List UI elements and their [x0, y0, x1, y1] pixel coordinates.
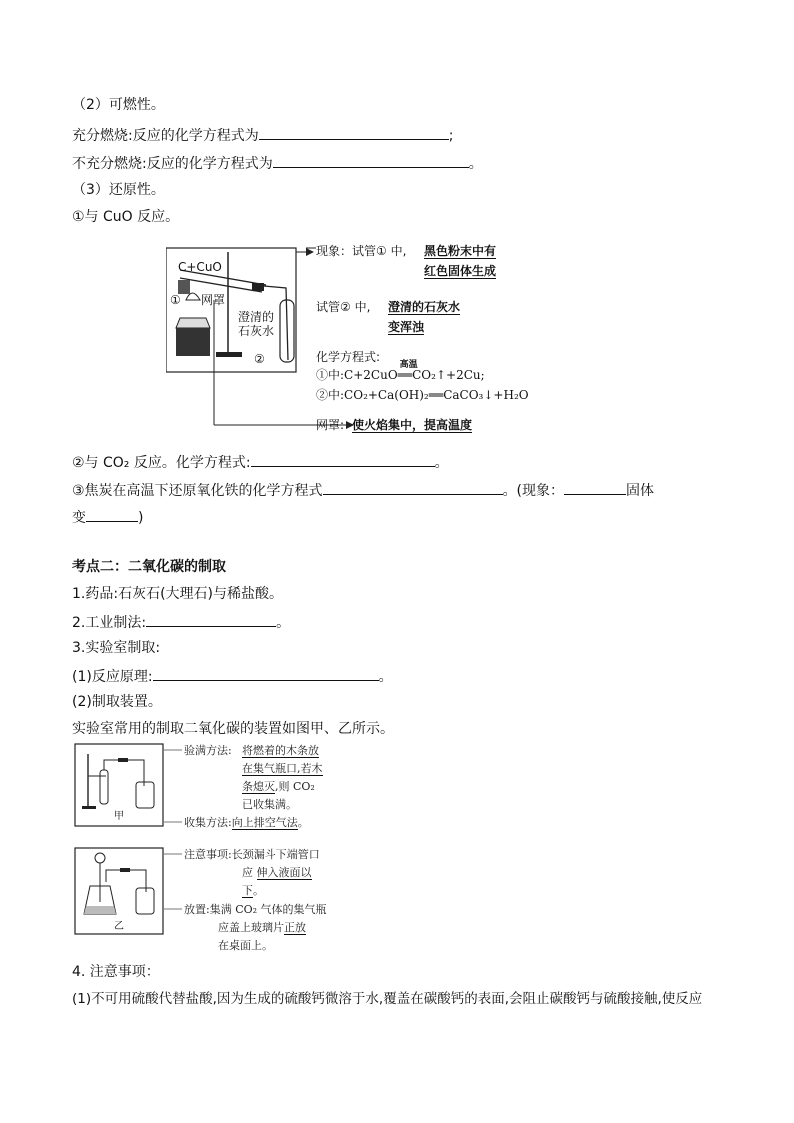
industrial-method-blank[interactable] [146, 611, 276, 627]
place-answer: 正放 [284, 921, 306, 934]
incomplete-combustion-line [72, 152, 483, 174]
complete-combustion-blank[interactable] [259, 124, 449, 140]
incomplete-combustion-label: 不充分燃烧:反应的化学方程式为 [72, 156, 273, 172]
place-line-2 [218, 921, 306, 934]
note-text-1: 长颈漏斗下端管口 [231, 848, 320, 861]
tube-2-answer-1: 澄清的石灰水 [388, 300, 461, 314]
tube-2-answer-2: 变浑浊 [388, 320, 425, 334]
label-c-cuo: C+CuO [178, 260, 222, 274]
reaction-principle-blank[interactable] [153, 665, 379, 681]
check-full-tail: ,则 CO₂ [275, 780, 315, 793]
coke-reduction-line [72, 479, 654, 501]
eq1-left: C+2CuO [344, 368, 398, 382]
note-line-2 [242, 866, 312, 879]
key-point-2-title: 考点二：二氧化碳的制取 [72, 559, 226, 575]
turn-blank[interactable] [86, 506, 138, 522]
eq2-left: CO₂+Ca(OH)₂ [344, 388, 429, 402]
label-net: 网罩 [201, 293, 226, 307]
complete-combustion-line [72, 124, 453, 146]
place-text-1: 集满 CO₂ 气体的集气瓶 [209, 903, 327, 916]
place-text-3: 在桌面上。 [218, 939, 273, 952]
label-tube-2: ② [254, 352, 265, 366]
item-3: 3.实验室制取: [72, 640, 161, 656]
item-2-line [72, 611, 290, 633]
net-label: 网罩: [316, 418, 345, 432]
eq1-prefix: ①中: [316, 368, 345, 382]
equation-title: 化学方程式: [316, 350, 381, 364]
turn-label: 变 [72, 510, 86, 526]
place-line-1 [184, 903, 327, 916]
co2-reaction-blank[interactable] [251, 451, 435, 467]
check-full-label: 验满方法: [184, 744, 232, 757]
co2-reaction-label: ②与 CO₂ 反应。化学方程式: [72, 455, 251, 471]
apparatus-yi-figure [74, 846, 364, 958]
item-3-1-line [72, 665, 393, 687]
equation-2: ②中:CO₂+Ca(OH)₂══CaCO₃↓+H₂O [316, 388, 529, 402]
label-yi: 乙 [114, 921, 124, 932]
turn-line [72, 506, 143, 528]
label-limewater-2: 石灰水 [238, 324, 275, 338]
coke-reduction-blank[interactable] [323, 479, 503, 495]
period-2: 。 [434, 455, 449, 471]
collect-method-answer: 向上排空气法 [231, 816, 298, 829]
semicolon: ; [448, 128, 454, 144]
item-3-2: (2)制取装置。 [72, 694, 162, 710]
item-1: 1.药品:石灰石(大理石)与稀盐酸。 [72, 586, 283, 602]
note-answer-3: 下 [242, 884, 253, 897]
check-full-answer-3-line [242, 780, 315, 793]
lab-intro: 实验室常用的制取二氧化碳的装置如图甲、乙所示。 [72, 721, 394, 737]
co2-reaction-line [72, 451, 449, 473]
label-tube-1: ① [170, 293, 181, 307]
close-paren: ) [138, 510, 144, 526]
label-jia: 甲 [114, 811, 124, 822]
apparatus-jia-figure [74, 742, 364, 834]
tube-2-label: 试管② 中, [316, 300, 371, 314]
note-answer-2: 伸入液面以 [256, 866, 312, 879]
note-end: 。 [253, 884, 264, 897]
incomplete-combustion-blank[interactable] [273, 152, 469, 168]
check-full-answer-3: 条熄灭 [242, 780, 275, 793]
item-4-1: (1)不可用硫酸代替盐酸,因为生成的硫酸钙微溶于水,覆盖在碳酸钙的表面,会阻止碳酸钙与硫酸接触,使反应 [72, 991, 703, 1007]
period-3: 。 [276, 615, 291, 631]
eq2-right: CaCO₃↓+H₂O [443, 388, 529, 402]
equation-1 [316, 360, 485, 382]
phenomenon-answer-1: 黑色粉末中有 [424, 244, 497, 258]
label-limewater-1: 澄清的 [238, 310, 275, 324]
note-text-2a: 应 [242, 866, 253, 879]
note-line-1 [184, 848, 320, 861]
eq1-condition: 高温 [399, 360, 418, 370]
collect-method-end: 。 [297, 816, 309, 829]
note-label: 注意事项: [184, 848, 232, 861]
phenomenon-label: 现象：试管① 中, [316, 244, 407, 258]
item-2-label: 2.工业制法: [72, 615, 147, 631]
check-full-answer-2: 在集气瓶口,若木 [242, 762, 323, 775]
place-label: 放置: [184, 903, 210, 916]
collect-method-label: 收集方法: [184, 816, 232, 829]
section-2-title: （2）可燃性。 [72, 97, 165, 113]
phenomenon-answer-2: 红色固体生成 [424, 264, 497, 278]
note-line-3 [242, 884, 264, 897]
solid-label: 固体 [626, 483, 655, 499]
eq1-right: CO₂↑+2Cu; [412, 368, 485, 382]
period: 。 [468, 156, 483, 172]
eq2-prefix: ②中: [316, 388, 345, 402]
place-text-2: 应盖上玻璃片 [218, 921, 284, 934]
check-full-tail-2: 已收集满。 [242, 798, 297, 811]
cuo-apparatus-figure [166, 240, 536, 440]
period-4: 。 [378, 669, 393, 685]
coke-reduction-label: ③焦炭在高温下还原氧化铁的化学方程式 [72, 483, 323, 499]
collect-method-line [184, 816, 309, 829]
net-answer: 使火焰集中，提高温度 [352, 418, 473, 432]
cuo-reaction-title: ①与 CuO 反应。 [72, 209, 180, 225]
complete-combustion-label: 充分燃烧:反应的化学方程式为 [72, 128, 259, 144]
check-full-answer-1: 将燃着的木条放 [242, 744, 319, 757]
section-3-title: （3）还原性。 [72, 182, 165, 198]
observe-blank[interactable] [564, 479, 626, 495]
observe-label: 。(现象： [502, 483, 565, 499]
eq1-arrow: 高温 ══ [397, 360, 418, 382]
item-3-1-label: (1)反应原理: [72, 669, 153, 685]
item-4: 4. 注意事项： [72, 964, 160, 980]
